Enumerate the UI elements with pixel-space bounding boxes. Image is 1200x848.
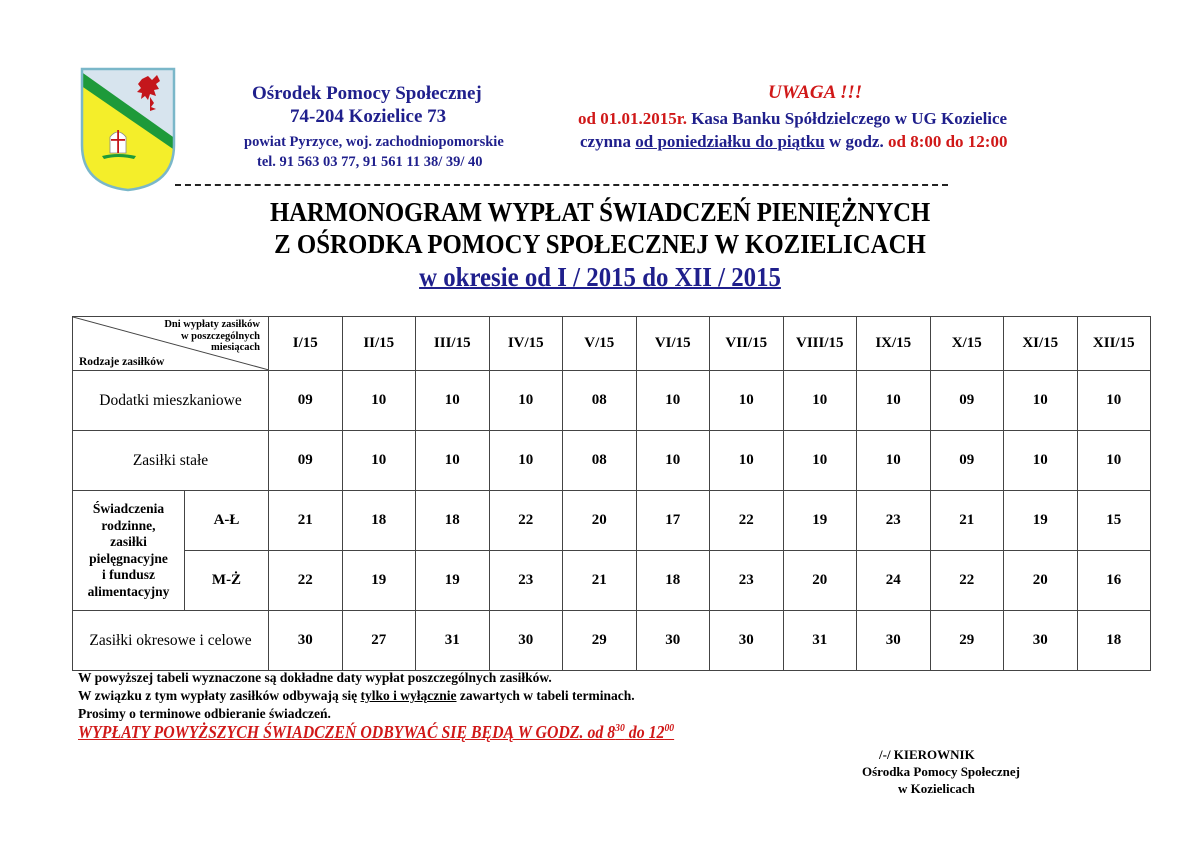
document-title-line-1: HARMONOGRAM WYPŁAT ŚWIADCZEŃ PIENIĘŻNYCH bbox=[270, 197, 930, 227]
table-cell: 10 bbox=[1077, 371, 1151, 431]
month-header: V/15 bbox=[563, 317, 637, 371]
table-cell: 10 bbox=[636, 371, 710, 431]
table-cell: 21 bbox=[269, 491, 343, 551]
table-cell: 10 bbox=[1077, 431, 1151, 491]
table-cell: 30 bbox=[489, 611, 563, 671]
warning-to: do 12 bbox=[624, 722, 665, 742]
month-header: I/15 bbox=[269, 317, 343, 371]
table-cell: 30 bbox=[710, 611, 784, 671]
table-cell: 21 bbox=[930, 491, 1004, 551]
notice-title: UWAGA !!! bbox=[768, 82, 863, 103]
row-sublabel: A-Ł bbox=[185, 491, 269, 551]
month-header: VI/15 bbox=[636, 317, 710, 371]
table-cell: 10 bbox=[783, 371, 857, 431]
month-header: VII/15 bbox=[710, 317, 784, 371]
notice-days: od poniedziałku do piątku bbox=[635, 132, 825, 151]
corner-days-line-2: w poszczególnych bbox=[180, 330, 260, 342]
table-cell: 22 bbox=[489, 491, 563, 551]
table-cell: 18 bbox=[1077, 611, 1151, 671]
table-cell: 24 bbox=[857, 551, 931, 611]
notice-date: od 01.01.2015r. bbox=[578, 109, 687, 128]
table-cell: 22 bbox=[269, 551, 343, 611]
table-cell: 20 bbox=[1004, 551, 1078, 611]
table-cell: 29 bbox=[930, 611, 1004, 671]
table-cell: 15 bbox=[1077, 491, 1151, 551]
corner-days-line-1: Dni wypłaty zasiłków bbox=[164, 319, 260, 330]
table-cell: 19 bbox=[1004, 491, 1078, 551]
signature-org: Ośrodka Pomocy Społecznej bbox=[862, 764, 1020, 779]
month-header: XI/15 bbox=[1004, 317, 1078, 371]
table-cell: 19 bbox=[342, 551, 416, 611]
signature-title: /-/ KIEROWNIK bbox=[879, 747, 975, 762]
table-cell: 10 bbox=[1004, 431, 1078, 491]
table-cell: 09 bbox=[269, 431, 343, 491]
table-cell: 30 bbox=[857, 611, 931, 671]
table-cell: 10 bbox=[783, 431, 857, 491]
payout-hours-warning bbox=[78, 722, 674, 743]
table-cell: 23 bbox=[489, 551, 563, 611]
table-row bbox=[73, 431, 1151, 491]
coat-of-arms-icon bbox=[80, 67, 176, 192]
table-cell: 31 bbox=[783, 611, 857, 671]
document-period bbox=[48, 262, 1152, 293]
row-label: Dodatki mieszkaniowe bbox=[73, 371, 269, 431]
table-cell: 16 bbox=[1077, 551, 1151, 611]
table-cell: 10 bbox=[416, 431, 490, 491]
org-phone: tel. 91 563 03 77, 91 561 11 38/ 39/ 40 bbox=[257, 154, 483, 170]
table-row bbox=[73, 611, 1151, 671]
table-cell: 20 bbox=[563, 491, 637, 551]
table-cell: 10 bbox=[342, 431, 416, 491]
table-cell: 19 bbox=[783, 491, 857, 551]
note-2-prefix: W związku z tym wypłaty zasiłków odbywają się bbox=[78, 688, 361, 703]
table-cell: 22 bbox=[710, 491, 784, 551]
group-label-line: zasiłki bbox=[110, 534, 147, 549]
table-row bbox=[73, 551, 1151, 611]
table-cell: 21 bbox=[563, 551, 637, 611]
footer-note-2 bbox=[78, 688, 635, 704]
corner-days-label bbox=[164, 319, 260, 354]
notice-line-1 bbox=[578, 109, 1007, 129]
period-text: w okresie od I / 2015 do XII / 2015 bbox=[419, 262, 781, 292]
note-2-emphasis: tylko i wyłącznie bbox=[360, 688, 457, 703]
notice-hours-label: w godz. bbox=[824, 132, 888, 151]
month-header: IX/15 bbox=[857, 317, 931, 371]
table-cell: 09 bbox=[930, 371, 1004, 431]
document-title-line-2: Z OŚRODKA POMOCY SPOŁECZNEJ W KOZIELICACH bbox=[274, 229, 926, 259]
table-cell: 08 bbox=[563, 371, 637, 431]
note-2-suffix: zawartych w tabeli terminach. bbox=[456, 688, 635, 703]
corner-days-line-3: miesiącach bbox=[211, 342, 260, 353]
row-sublabel: M-Ż bbox=[185, 551, 269, 611]
table-cell: 30 bbox=[1004, 611, 1078, 671]
month-header: III/15 bbox=[416, 317, 490, 371]
table-cell: 29 bbox=[563, 611, 637, 671]
group-label-line: rodzinne, bbox=[101, 517, 156, 533]
org-region: powiat Pyrzyce, woj. zachodniopomorskie bbox=[244, 134, 504, 150]
table-cell: 18 bbox=[636, 551, 710, 611]
group-label-line: alimentacyjny bbox=[87, 583, 170, 599]
month-header: XII/15 bbox=[1077, 317, 1151, 371]
footer-note-3: Prosimy o terminowe odbieranie świadczeń. bbox=[78, 706, 331, 721]
row-group-label bbox=[73, 491, 185, 611]
table-cell: 23 bbox=[857, 491, 931, 551]
group-label-line: Świadczenia bbox=[92, 501, 165, 516]
warning-text: WYPŁATY POWYŻSZYCH ŚWIADCZEŃ ODBYWAĆ SIĘ BĘDĄ W GODZ. od 8 bbox=[78, 722, 616, 742]
table-cell: 10 bbox=[342, 371, 416, 431]
notice-line-2 bbox=[580, 132, 1007, 152]
coat-of-arms-logo bbox=[80, 67, 176, 192]
table-cell: 23 bbox=[710, 551, 784, 611]
table-cell: 08 bbox=[563, 431, 637, 491]
signature-place: w Kozielicach bbox=[898, 781, 975, 796]
month-header: II/15 bbox=[342, 317, 416, 371]
table-cell: 30 bbox=[636, 611, 710, 671]
table-cell: 10 bbox=[1004, 371, 1078, 431]
table-corner-header bbox=[73, 317, 269, 371]
table-cell: 10 bbox=[857, 431, 931, 491]
table-cell: 18 bbox=[416, 491, 490, 551]
org-name: Ośrodek Pomocy Społecznej bbox=[252, 83, 482, 104]
month-header: IV/15 bbox=[489, 317, 563, 371]
table-header-row bbox=[73, 317, 1151, 371]
notice-bank-text: Kasa Banku Spółdzielczego w UG Kozielice bbox=[686, 109, 1008, 128]
payment-schedule-table bbox=[72, 316, 1151, 671]
warning-start-minutes: 30 bbox=[615, 722, 625, 734]
corner-types-label: Rodzaje zasiłków bbox=[79, 356, 165, 368]
table-cell: 20 bbox=[783, 551, 857, 611]
table-cell: 09 bbox=[269, 371, 343, 431]
footer-note-1: W powyższej tabeli wyznaczone są dokładne daty wypłat poszczególnych zasiłków. bbox=[78, 670, 552, 685]
table-row bbox=[73, 491, 1151, 551]
table-cell: 10 bbox=[636, 431, 710, 491]
table-cell: 22 bbox=[930, 551, 1004, 611]
table-cell: 09 bbox=[930, 431, 1004, 491]
notice-hours: od 8:00 do 12:00 bbox=[887, 132, 1008, 151]
month-header: VIII/15 bbox=[783, 317, 857, 371]
dashed-divider bbox=[175, 184, 948, 186]
table-row bbox=[73, 371, 1151, 431]
row-label: Zasiłki okresowe i celowe bbox=[73, 611, 269, 671]
table-cell: 10 bbox=[710, 371, 784, 431]
group-label-line: pielęgnacyjne bbox=[89, 550, 168, 566]
table-cell: 10 bbox=[857, 371, 931, 431]
month-header: X/15 bbox=[930, 317, 1004, 371]
table-cell: 10 bbox=[489, 371, 563, 431]
table-cell: 27 bbox=[342, 611, 416, 671]
table-cell: 17 bbox=[636, 491, 710, 551]
notice-open-label: czynna bbox=[580, 132, 636, 151]
group-label-line: i fundusz bbox=[102, 567, 155, 582]
table-cell: 10 bbox=[416, 371, 490, 431]
table-cell: 10 bbox=[710, 431, 784, 491]
table-cell: 30 bbox=[269, 611, 343, 671]
row-label: Zasiłki stałe bbox=[73, 431, 269, 491]
table-cell: 31 bbox=[416, 611, 490, 671]
table-cell: 19 bbox=[416, 551, 490, 611]
org-address: 74-204 Kozielice 73 bbox=[290, 106, 447, 127]
table-cell: 18 bbox=[342, 491, 416, 551]
warning-end-minutes: 00 bbox=[664, 722, 675, 734]
table-cell: 10 bbox=[489, 431, 563, 491]
